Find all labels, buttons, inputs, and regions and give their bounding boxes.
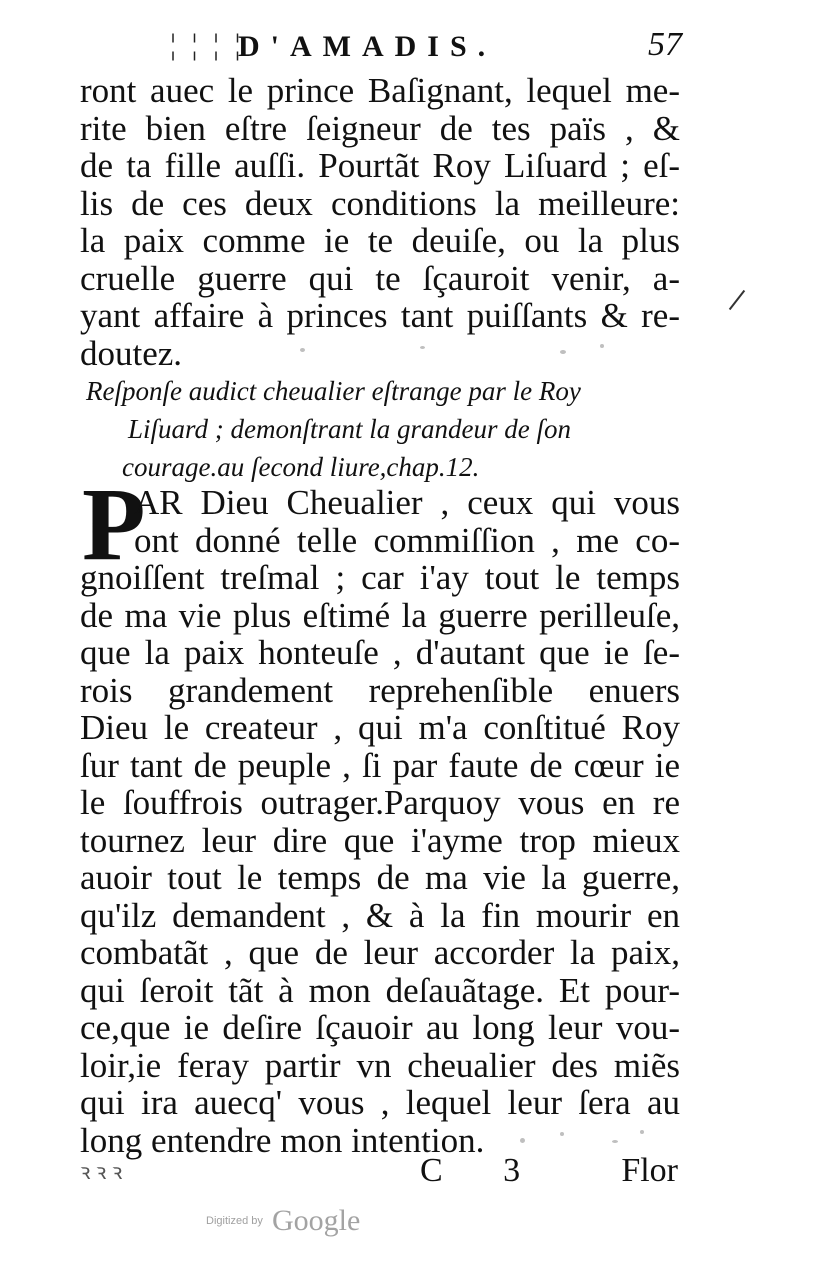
text-line: AR Dieu Cheualier , ceux qui vous xyxy=(134,483,680,522)
page-footer xyxy=(80,1150,680,1194)
text-line: tournez leur dire que i'ayme trop mieux xyxy=(80,820,680,860)
text-line: gnoiſſent treſmal ; car i'ay tout le temps xyxy=(80,558,680,597)
text-line: auoir tout le temps de ma vie la guerre, xyxy=(80,858,680,897)
text-line: ront auec le prince Baſignant, lequel me- xyxy=(80,71,680,110)
text-line: de ma vie plus eſtimé la guerre perilleuſe, xyxy=(80,595,680,635)
text-line: qu'ilz demandent , & à la fin mourir en xyxy=(80,895,680,935)
text-line: la paix comme ie te deuiſe, ou la plus xyxy=(80,221,680,260)
text-line: ont donné telle commiſſion , me co- xyxy=(134,520,680,560)
text-line: ſur tant de peuple , ſi par faute de cœur ie xyxy=(80,745,680,785)
summary-line: courage.au ſecond liure,chap.12. xyxy=(122,452,480,482)
signature-mark: C 3 xyxy=(420,1152,547,1189)
reply-paragraph xyxy=(80,484,680,1159)
text-line: yant affaire à princes tant puiſſants & re- xyxy=(80,296,680,335)
text-line: de ta fille auſſi. Pourtãt Roy Liſuard ; eſ- xyxy=(80,146,680,185)
text-line: loir,ie feray partir vn cheualier des miẽs xyxy=(80,1045,680,1085)
running-title: D'AMADIS. xyxy=(238,30,497,63)
text-line: long entendre mon intention. xyxy=(80,1120,485,1160)
text-line: Dieu le createur , qui m'a conſtitué Roy xyxy=(80,708,680,747)
text-line: que la paix honteuſe , d'autant que ie ſe- xyxy=(80,633,680,672)
paper-speckle xyxy=(420,346,425,349)
running-header xyxy=(170,26,690,74)
continuation-paragraph xyxy=(80,72,680,372)
summary-line: Liſuard ; demonſtrant la grandeur de ſon xyxy=(128,414,571,444)
text-line: cruelle guerre qui te ſçauroit venir, a- xyxy=(80,258,680,298)
paper-speckle xyxy=(600,344,604,348)
stray-ink-mark xyxy=(729,290,745,310)
chapter-summary xyxy=(86,372,666,486)
watermark-caption: Digitized by xyxy=(206,1215,263,1227)
paper-speckle xyxy=(612,1140,618,1143)
paper-speckle xyxy=(560,1132,564,1136)
paper-speckle xyxy=(640,1130,644,1134)
text-line: rois grandement reprehenſible enuers xyxy=(80,670,680,710)
header-stray-marks: ¦ ¦ ¦ ¦ xyxy=(170,28,245,61)
drop-capital: P xyxy=(82,467,146,582)
paper-speckle xyxy=(560,350,566,354)
text-line: qui ira auecq' vous , lequel leur ſera au xyxy=(80,1083,680,1122)
watermark-logo: Google xyxy=(271,1204,361,1237)
text-line: doutez. xyxy=(80,333,183,373)
text-line: qui ſeroit tãt à mon deſauãtage. Et pour- xyxy=(80,970,680,1010)
text-line: ce,que ie deſire ſçauoir au long leur vou- xyxy=(80,1008,680,1047)
text-line: combatãt , que de leur accorder la paix, xyxy=(80,933,680,972)
footer-stray-marks: ꝛ ꝛ ꝛ xyxy=(80,1159,123,1184)
paper-speckle xyxy=(300,348,305,352)
text-line: le ſouffrois outrager.Parquoy vous en re xyxy=(80,783,680,822)
catchword: Flor xyxy=(621,1152,678,1189)
page-number: 57 xyxy=(648,26,682,63)
summary-line: Reſponſe audict cheualier eſtrange par le Roy xyxy=(86,376,581,406)
digitization-watermark xyxy=(206,1204,360,1244)
text-line: lis de ces deux conditions la meilleure: xyxy=(80,183,680,223)
paper-speckle xyxy=(520,1138,525,1143)
text-line: rite bien eſtre ſeigneur de tes païs , & xyxy=(80,108,680,148)
